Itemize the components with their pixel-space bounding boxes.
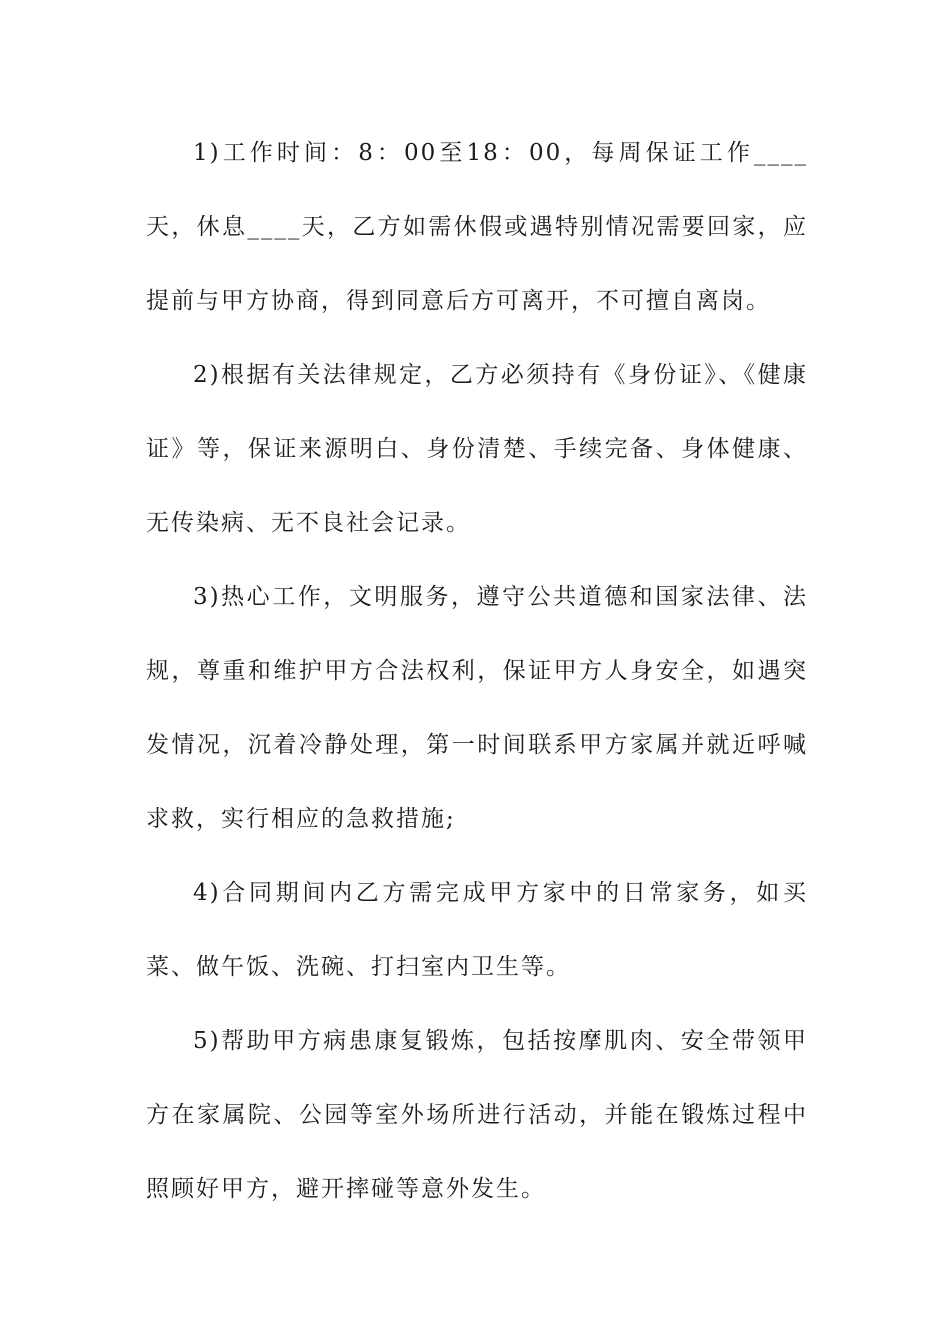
document-body [146, 116, 808, 1226]
paragraph-clause-4: 4)合同期间内乙方需完成甲方家中的日常家务，如买菜、做午饭、洗碗、打扫室内卫生等。 [146, 880, 808, 980]
paragraph-clause-3: 3)热心工作，文明服务，遵守公共道德和国家法律、法规，尊重和维护甲方合法权利，保证甲方人身安全，如遇突发情况，沉着冷静处理，第一时间联系甲方家属并就近呼喊求救，实行相应的急救措施; [146, 584, 808, 832]
paragraph-clause-5: 5)帮助甲方病患康复锻炼，包括按摩肌肉、安全带领甲方在家属院、公园等室外场所进行活动，并能在锻炼过程中照顾好甲方，避开摔碰等意外发生。 [146, 1028, 808, 1202]
paragraph-clause-1: 1)工作时间：8：00至18：00，每周保证工作____天，休息____天，乙方如需休假或遇特别情况需要回家，应提前与甲方协商，得到同意后方可离开，不可擅自离岗。 [146, 140, 808, 314]
paragraph-clause-2: 2)根据有关法律规定，乙方必须持有《身份证》、《健康证》等，保证来源明白、身份清楚、手续完备、身体健康、无传染病、无不良社会记录。 [146, 362, 808, 536]
